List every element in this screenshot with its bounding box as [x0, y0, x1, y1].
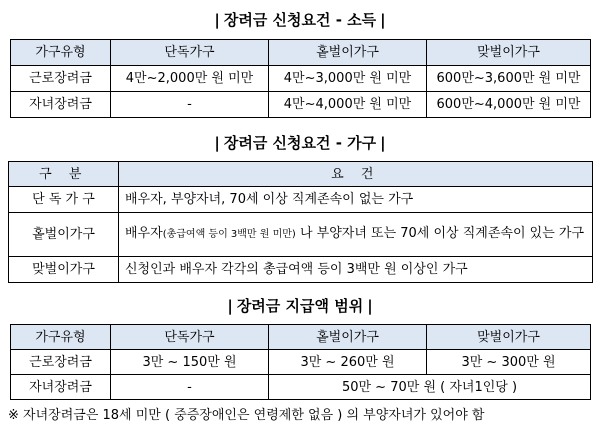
table-header-row [11, 325, 591, 350]
column-header: 단독가구 [111, 40, 269, 66]
section-title-household: | 장려금 신청요건 - 가구 | [214, 134, 386, 152]
table-cell: 3만 ~ 300만 원 [427, 350, 591, 375]
requirement-cell: 배우자, 부양자녀, 70세 이상 직계존속이 없는 가구 [119, 187, 593, 213]
table-row [11, 92, 591, 118]
requirement-cell: 신청인과 배우자 각각의 총급여액 등이 3백만 원 이상인 가구 [119, 257, 593, 283]
table-cell: 4만~2,000만 원 미만 [111, 66, 269, 92]
column-header: 구 분 [9, 162, 119, 187]
table-row [11, 350, 591, 375]
requirement-cell [119, 213, 593, 257]
table-cell: 3만 ~ 260만 원 [269, 350, 427, 375]
table-row [9, 187, 593, 213]
requirement-text: 배우자 [125, 226, 163, 241]
column-header: 홑벌이가구 [269, 40, 427, 66]
table-header-row [9, 162, 593, 187]
table-row [11, 66, 591, 92]
footnote: ※ 자녀장려금은 18세 미만 ( 중증장애인은 연령제한 없음 ) 의 부양자녀가 있어야 함 [8, 408, 485, 423]
table-cell-merged: 50만 ~ 70만 원 ( 자녀1인당 ) [269, 375, 591, 400]
row-header: 단 독 가 구 [9, 187, 119, 213]
table-cell: - [111, 375, 269, 400]
income-requirements-table [10, 39, 591, 118]
column-header: 요 건 [119, 162, 593, 187]
table-row [9, 257, 593, 283]
row-header: 자녀장려금 [11, 92, 111, 118]
section-title-payment: | 장려금 지급액 범위 | [227, 297, 373, 315]
table-cell: 600만~4,000만 원 미만 [427, 92, 591, 118]
table-cell: 4만~3,000만 원 미만 [269, 66, 427, 92]
row-header: 근로장려금 [11, 66, 111, 92]
table-header-row [11, 40, 591, 66]
table-cell: - [111, 92, 269, 118]
column-header: 맞벌이가구 [427, 40, 591, 66]
row-header: 자녀장려금 [11, 375, 111, 400]
table-row [11, 375, 591, 400]
column-header: 가구유형 [11, 325, 111, 350]
row-header: 근로장려금 [11, 350, 111, 375]
column-header: 단독가구 [111, 325, 269, 350]
table-cell: 3만 ~ 150만 원 [111, 350, 269, 375]
requirement-note: (총급여액 등이 3백만 원 미만) [162, 229, 296, 240]
table-cell: 4만~4,000만 원 미만 [269, 92, 427, 118]
row-header: 홑벌이가구 [9, 213, 119, 257]
payment-range-table [10, 324, 591, 400]
table-row [9, 213, 593, 257]
table-cell: 600만~3,600만 원 미만 [427, 66, 591, 92]
row-header: 맞벌이가구 [9, 257, 119, 283]
household-requirements-table [8, 161, 593, 283]
column-header: 홑벌이가구 [269, 325, 427, 350]
column-header: 가구유형 [11, 40, 111, 66]
requirement-text: 나 부양자녀 또는 70세 이상 직계존속이 있는 가구 [295, 226, 585, 241]
column-header: 맞벌이가구 [427, 325, 591, 350]
section-title-income: | 장려금 신청요건 - 소득 | [214, 11, 386, 29]
